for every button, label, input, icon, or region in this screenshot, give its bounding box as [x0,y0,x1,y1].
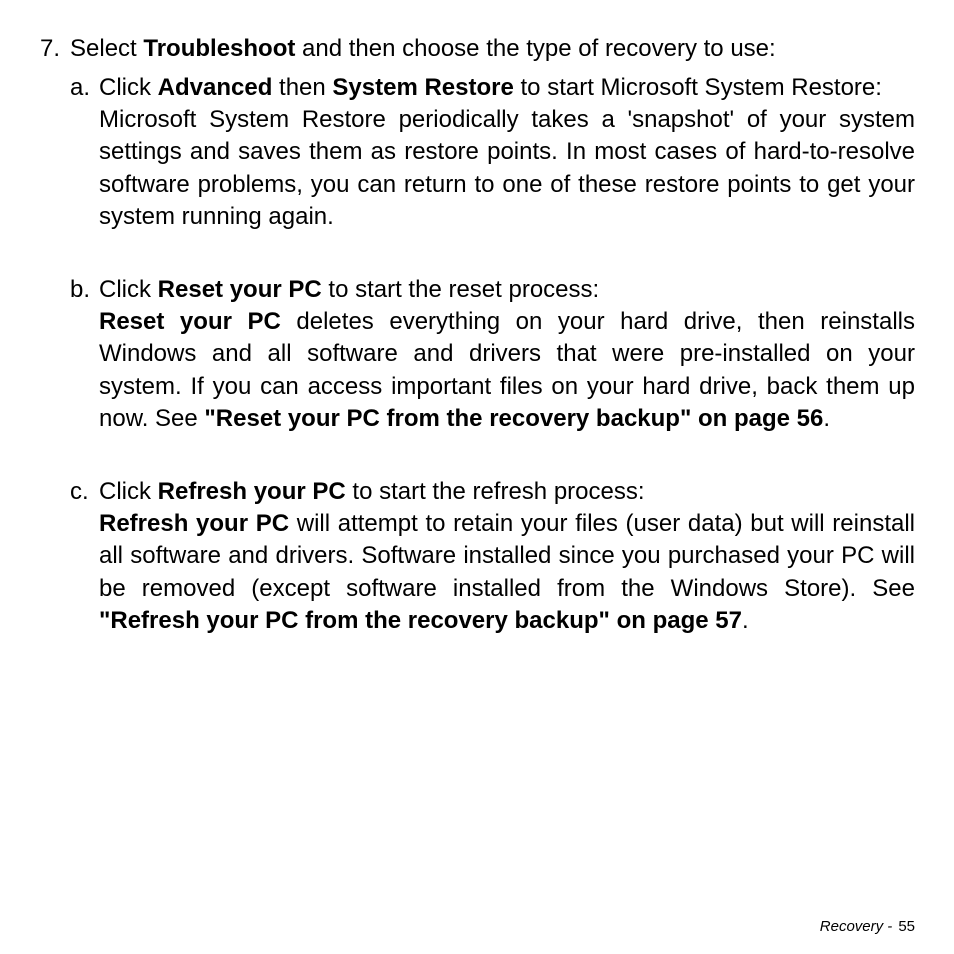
option-b-desc-text: deletes everything on your hard drive, then reinstalls Windows and all software and drivers that were pre-installed on your system. If you can access important files on your hard drive, back them up now. See [99,308,915,432]
option-b-desc-bold: Reset your PC [99,308,281,336]
option-c-intro-post: to start the refresh process: [345,478,645,505]
option-a-intro [99,72,915,104]
option-b-intro [99,274,915,306]
option-a-bold-system-restore: System Restore [332,74,514,101]
option-c-desc-end: . [741,606,749,634]
option-a-intro-mid: then [272,74,333,101]
option-b-cross-reference: "Reset your PC from the recovery backup" on page 56 [204,404,824,432]
option-c-intro [99,476,915,508]
option-c-description [99,508,915,637]
step-bold-troubleshoot: Troubleshoot [143,35,296,62]
step-text-post: and then choose the type of recovery to use: [295,35,776,62]
option-b-marker: b. [70,276,91,303]
step-number: 7. [40,35,61,62]
option-b-desc-end: . [823,404,831,432]
option-c-bold-refresh: Refresh your PC [157,478,346,505]
footer-section-name: Recovery - [819,918,893,935]
option-a-marker: a. [70,74,91,101]
option-b-intro-pre: Click [99,276,158,303]
footer-page-number: 55 [898,918,915,935]
option-c [70,476,915,637]
option-c-intro-pre: Click [99,478,158,505]
option-c-body [99,476,915,637]
page-footer [820,918,915,936]
option-a-bold-advanced: Advanced [157,74,273,101]
option-a-intro-post: to start Microsoft System Restore: [513,74,882,101]
option-b [70,274,915,435]
step-7 [40,33,920,65]
option-c-desc-text: will attempt to retain your files (user data) but will reinstall all software and drivers. Software installed since you purchased your PC will be removed (except software installed from the Windows Store). See [99,510,915,602]
option-c-desc-bold: Refresh your PC [99,510,290,538]
option-a [70,72,915,233]
option-c-marker: c. [70,478,89,505]
option-c-cross-reference: "Refresh your PC from the recovery backup" on page 57 [99,606,742,634]
option-b-body [99,274,915,435]
option-b-intro-post: to start the reset process: [321,276,600,303]
option-a-intro-pre: Click [99,74,158,101]
option-b-description [99,306,915,435]
step-text-pre: Select [70,35,144,62]
option-a-description: Microsoft System Restore periodically takes a 'snapshot' of your system settings and saves them as restore points. In most cases of hard-to-resolve software problems, you can return to one of these restore points to get your system running again. [99,106,915,230]
option-a-body [99,72,915,233]
option-b-bold-reset: Reset your PC [157,276,322,303]
